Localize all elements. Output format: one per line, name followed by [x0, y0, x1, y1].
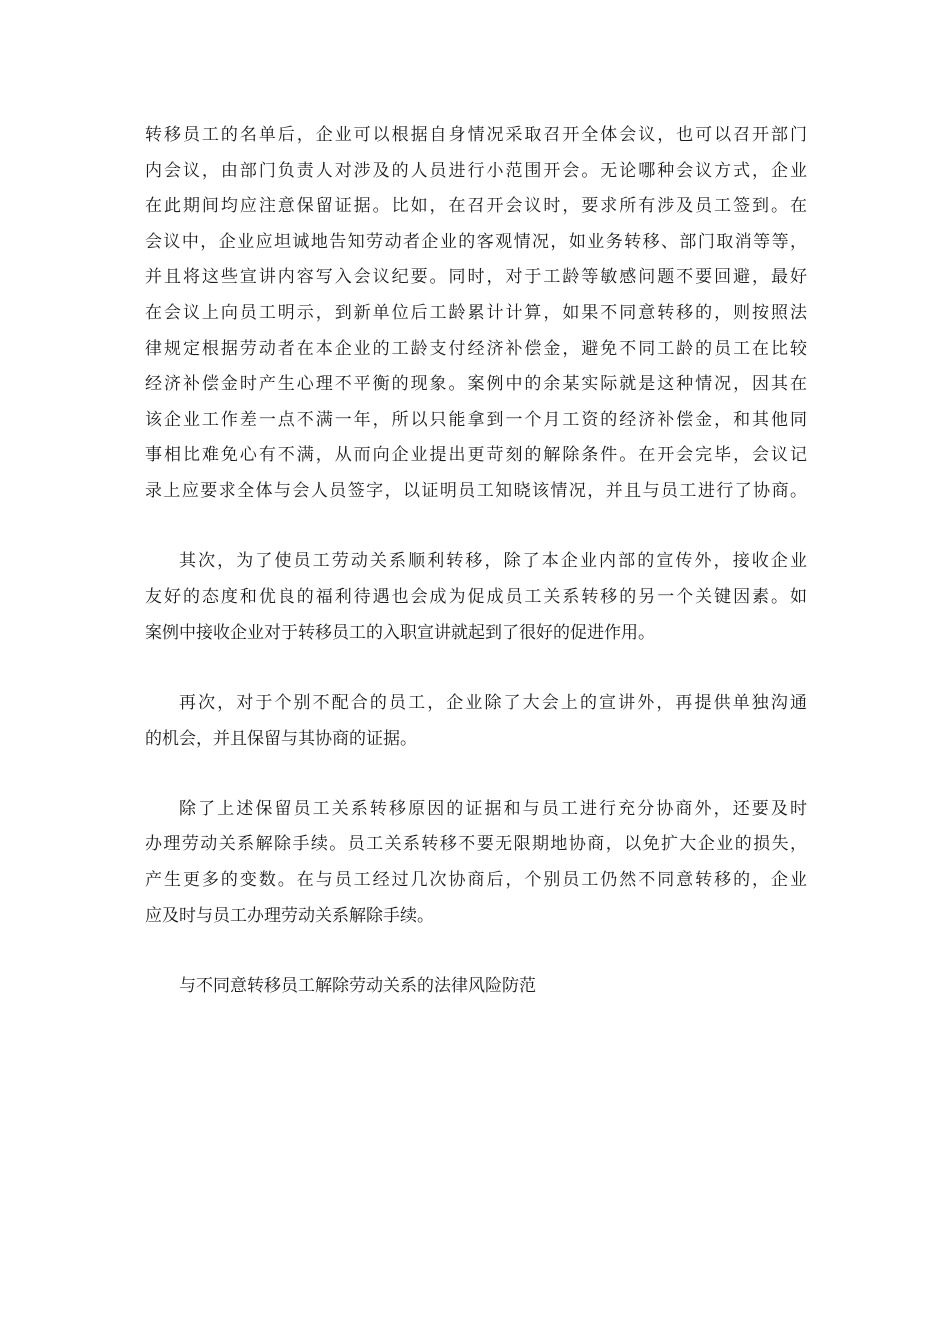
text-line: 录上应要求全体与会人员签字，以证明员工知晓该情况，并且与员工进行了协商。 [145, 480, 807, 501]
paragraph-spacer [145, 757, 807, 792]
text-line: 经济补偿金时产生心理不平衡的现象。案例中的余某实际就是这种情况，因其在 [145, 374, 807, 395]
text-line: 其次，为了使员工劳动关系顺利转移，除了本企业内部的宣传外，接收企业 [179, 551, 807, 572]
text-line: 在会议上向员工明示，到新单位后工龄累计计算，如果不同意转移的，则按照法 [145, 302, 807, 323]
paragraph-4 [145, 792, 807, 934]
text-line: 在此期间均应注意保留证据。比如，在召开会议时，要求所有涉及员工签到。在 [145, 196, 807, 217]
text-line: 的机会，并且保留与其协商的证据。 [145, 728, 417, 749]
section-heading [145, 969, 807, 1005]
text-line: 律规定根据劳动者在本企业的工龄支付经济补偿金，避免不同工龄的员工在比较 [145, 338, 807, 359]
text-line: 转移员工的名单后，企业可以根据自身情况采取召开全体会议，也可以召开部门 [145, 125, 807, 145]
text-line: 再次，对于个别不配合的员工，企业除了大会上的宣讲外，再提供单独沟通 [179, 692, 807, 713]
paragraph-spacer [145, 934, 807, 969]
text-line: 并且将这些宣讲内容写入会议纪要。同时，对于工龄等敏感问题不要回避，最好 [145, 267, 807, 288]
text-line: 会议中，企业应坦诚地告知劳动者企业的客观情况，如业务转移、部门取消等等， [145, 231, 807, 252]
text-line: 事相比难免心有不满，从而向企业提出更苛刻的解除条件。在开会完毕，会议记 [145, 445, 807, 466]
text-line: 除了上述保留员工关系转移原因的证据和与员工进行充分协商外，还要及时 [179, 798, 807, 819]
text-line: 产生更多的变数。在与员工经过几次协商后，个别员工仍然不同意转移的，企业 [145, 870, 807, 891]
paragraph-3 [145, 686, 807, 757]
text-line: 该企业工作差一点不满一年，所以只能拿到一个月工资的经济补偿金，和其他同 [145, 409, 807, 430]
text-line: 内会议，由部门负责人对涉及的人员进行小范围开会。无论哪种会议方式，企业 [145, 160, 807, 181]
paragraph-2 [145, 544, 807, 651]
text-line: 办理劳动关系解除手续。员工关系转移不要无限期地协商，以免扩大企业的损失， [145, 834, 807, 855]
text-line: 友好的态度和优良的福利待遇也会成为促成员工关系转移的另一个关键因素。如 [145, 586, 807, 607]
heading-text: 与不同意转移员工解除劳动关系的法律风险防范 [179, 976, 536, 997]
paragraph-1 [145, 118, 807, 510]
paragraph-spacer [145, 651, 807, 686]
text-line: 应及时与员工办理劳动关系解除手续。 [145, 905, 434, 926]
text-line: 案例中接收企业对于转移员工的入职宣讲就起到了很好的促进作用。 [145, 622, 655, 643]
paragraph-spacer [145, 510, 807, 545]
document-page [145, 118, 807, 1005]
